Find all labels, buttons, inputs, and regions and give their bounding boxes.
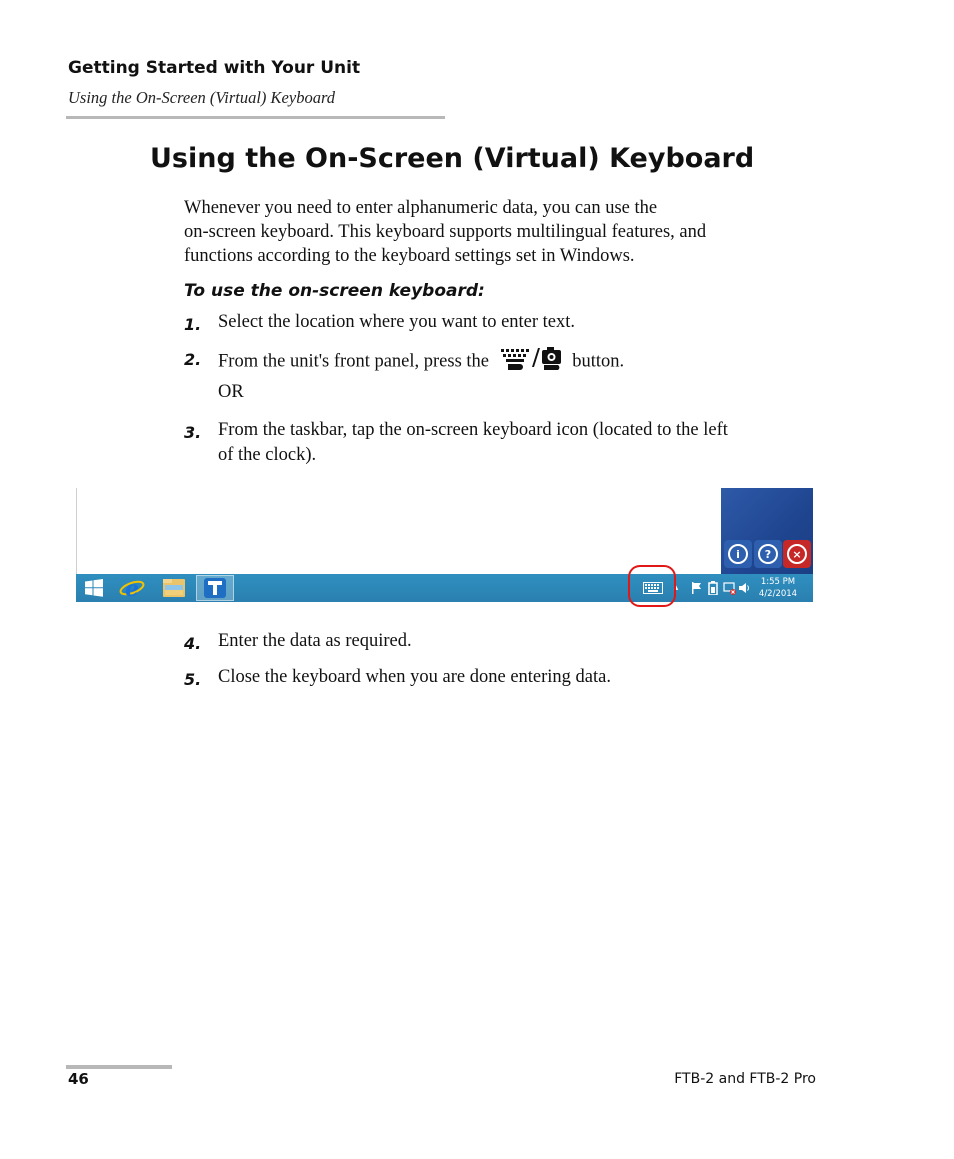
help-icon: ? [758, 544, 778, 564]
help-button[interactable] [754, 540, 782, 568]
windows-taskbar [76, 574, 813, 602]
window-edge [76, 488, 77, 574]
show-hidden-icons-icon[interactable]: ▴ [673, 583, 679, 593]
t-app-icon[interactable] [196, 575, 234, 601]
step-number: 2. [184, 350, 202, 369]
page-number: 46 [68, 1070, 89, 1088]
step-number: 3. [184, 423, 202, 442]
step-text-before: From the unit's front panel, press the [218, 351, 490, 372]
step-text: Enter the data as required. [218, 631, 412, 651]
clock-time: 1:55 PM [760, 577, 796, 587]
intro-line: on-screen keyboard. This keyboard supports multilingual features, and [184, 222, 707, 242]
file-explorer-icon[interactable] [160, 576, 188, 600]
action-center-flag-icon[interactable] [690, 576, 704, 600]
step-text: of the clock). [218, 445, 317, 465]
close-button[interactable] [783, 540, 811, 568]
internet-explorer-icon[interactable] [118, 576, 146, 600]
corner-panel [721, 488, 813, 574]
clock-date: 4/2/2014 [758, 589, 798, 599]
intro-line: functions according to the keyboard settings set in Windows. [184, 246, 635, 266]
info-button[interactable] [724, 540, 752, 568]
step-text [218, 345, 624, 379]
svg-text:e: e [125, 576, 139, 600]
running-header-section: Using the On-Screen (Virtual) Keyboard [68, 88, 335, 107]
footer-divider [66, 1065, 172, 1069]
or-text: OR [218, 382, 244, 402]
windows-start-icon[interactable] [82, 576, 106, 600]
product-name: FTB-2 and FTB-2 Pro [674, 1071, 816, 1087]
keyboard-camera-button-icon [500, 345, 562, 379]
page-title: Using the On-Screen (Virtual) Keyboard [150, 143, 755, 174]
step-text: Close the keyboard when you are done entering data. [218, 667, 611, 687]
step-number: 4. [184, 634, 202, 653]
intro-line: Whenever you need to enter alphanumeric data, you can use the [184, 198, 658, 218]
step-number: 1. [184, 315, 202, 334]
step-text: Select the location where you want to enter text. [218, 312, 576, 332]
close-icon: × [787, 544, 807, 564]
step-text-after: button. [572, 351, 625, 372]
network-disconnected-icon[interactable] [722, 576, 738, 600]
info-icon: i [728, 544, 748, 564]
intro-paragraph [184, 196, 824, 268]
header-divider [66, 116, 445, 119]
step-number: 5. [184, 670, 202, 689]
battery-icon[interactable] [706, 576, 720, 600]
procedure-title: To use the on-screen keyboard: [184, 281, 485, 301]
taskbar-screenshot [76, 488, 813, 602]
running-header-chapter: Getting Started with Your Unit [68, 58, 361, 78]
taskbar-clock[interactable] [748, 576, 808, 600]
highlight-circle [628, 565, 676, 607]
step-text: From the taskbar, tap the on-screen keyboard icon (located to the left [218, 420, 728, 440]
